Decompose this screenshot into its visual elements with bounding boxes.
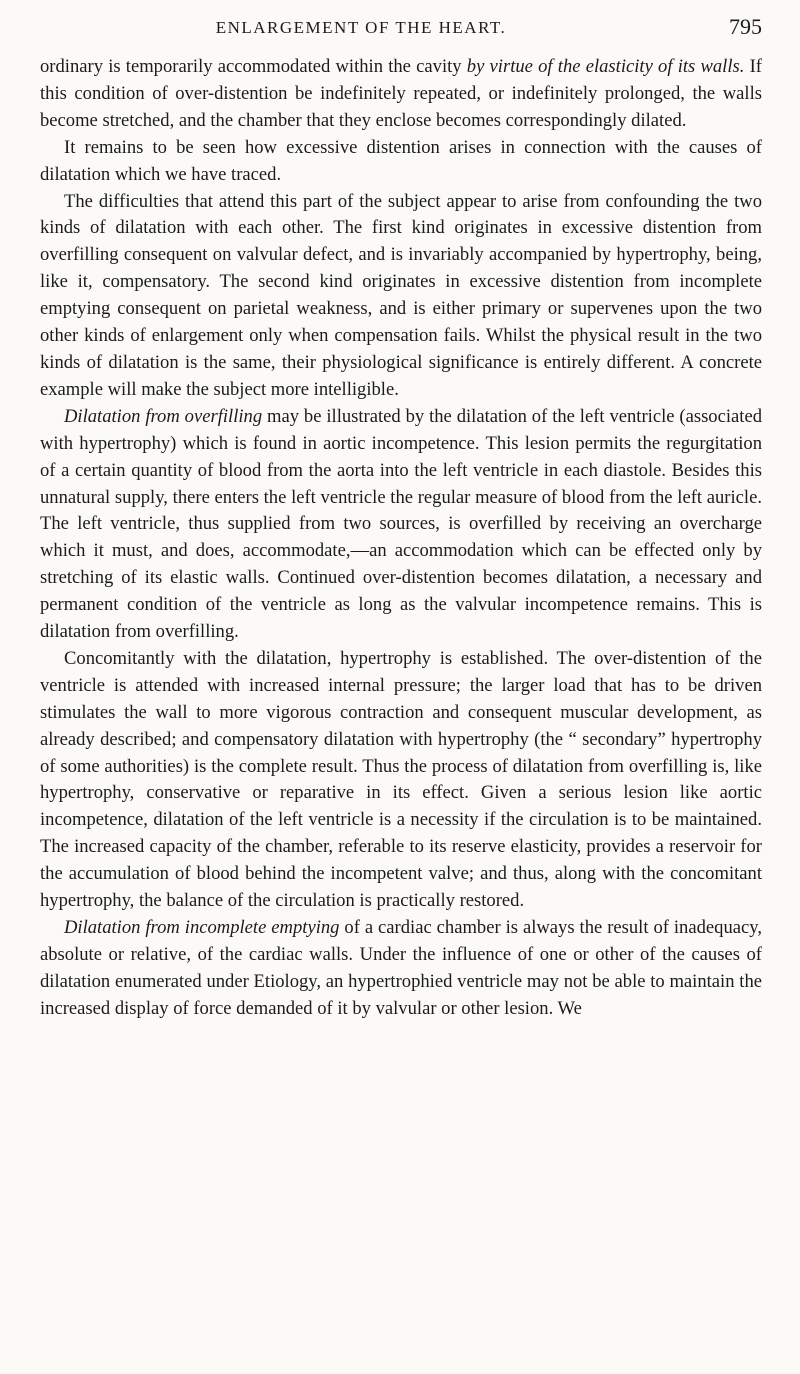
text-run: The difficulties that attend this part of the subject appear to arise from confounding the two kinds of dilatation with each other. The first kind originates in excessive distention from overfilling consequent on valvular defect, and is invariably accompanied by hypertrophy, being, like it, compensatory. The second kind originates in excessive distention from incomplete emptying consequent on parietal weakness, and is either primary or supervenes upon the two other kinds of enlargement only when compensation fails. Whilst the physical result in the two kinds of dilatation is the same, their physiological significance is entirely different. A concrete example will make the subject more intelligible. [40,190,762,400]
text-run: It remains to be seen how excessive distention arises in connection with the causes of dilatation which we have traced. [40,136,762,185]
paragraph [40,915,762,1023]
page-header [40,12,762,42]
text-run: ordinary is temporarily accommodated within the cavity [40,56,467,77]
italic-text-run: Dilatation from overfilling [64,405,263,427]
text-run: If this condition of over-distention be indefinitely repeated, or indefinitely prolonged, the walls become stretched, and the chamber that they enclose becomes correspondingly dilated. [40,56,762,131]
paragraph [40,189,762,404]
italic-text-run: Dilatation from incomplete emptying [64,917,340,938]
running-head: ENLARGEMENT OF THE HEART. [215,18,507,37]
text-run: Concomitantly with the dilatation, hypertrophy is established. The over-distention of the ventricle is attended with increased internal pressure; the larger load that has to be driven stimulates the wall to more vigorous contraction and consequent muscular development, as already described; and compensatory dilatation with hypertrophy (the “ secondary” hypertrophy of some authorities) is the complete result. Thus the process of dilatation from overfilling is, like hypertrophy, conservative or reparative in its effect. Given a serious lesion like aortic incompetence, dilatation of the left ventricle is a necessity if the circulation is to be maintained. The increased capacity of the chamber, referable to its reserve elasticity, provides a reservoir for the accumulation of blood behind the incompetent valve; and thus, along with the concomitant hypertrophy, the balance of the circulation is practically restored. [40,647,762,912]
text-run: may be illustrated by the dilatation of the left ventricle (associated with hypertrophy) which is found in aortic incompetence. This lesion permits the regurgitation of a certain quantity of blood from the aorta into the left ventricle in each diastole. Besides this unnatural supply, there enters the left ventricle the regular measure of blood from the left auricle. The left ventricle, thus supplied from two sources, is overfilled by receiving an overcharge which it must, and does, accommodate,—an accommodation which can be effected only by stretching of its elastic walls. Continued over-distention becomes dilatation, a necessary and permanent condition of the ventricle as long as the valvular incompetence remains. This is dilatation from overfilling. [40,405,762,643]
page-number: 795 [729,14,762,39]
paragraph [40,404,762,646]
paragraph [40,54,762,135]
paragraph [40,646,762,915]
italic-text-run: by virtue of the elasticity of its walls. [466,56,745,77]
text-run: of a cardiac chamber is always the result of inadequacy, absolute or relative, of the cardiac walls. Under the influence of one or other of the causes of dilatation enumerated under Etiology, an hypertrophied ventricle may not be able to maintain the increased display of force demanded of it by valvular or other lesion. We [40,917,762,1019]
body-text [40,54,762,1023]
paragraph [40,135,762,189]
